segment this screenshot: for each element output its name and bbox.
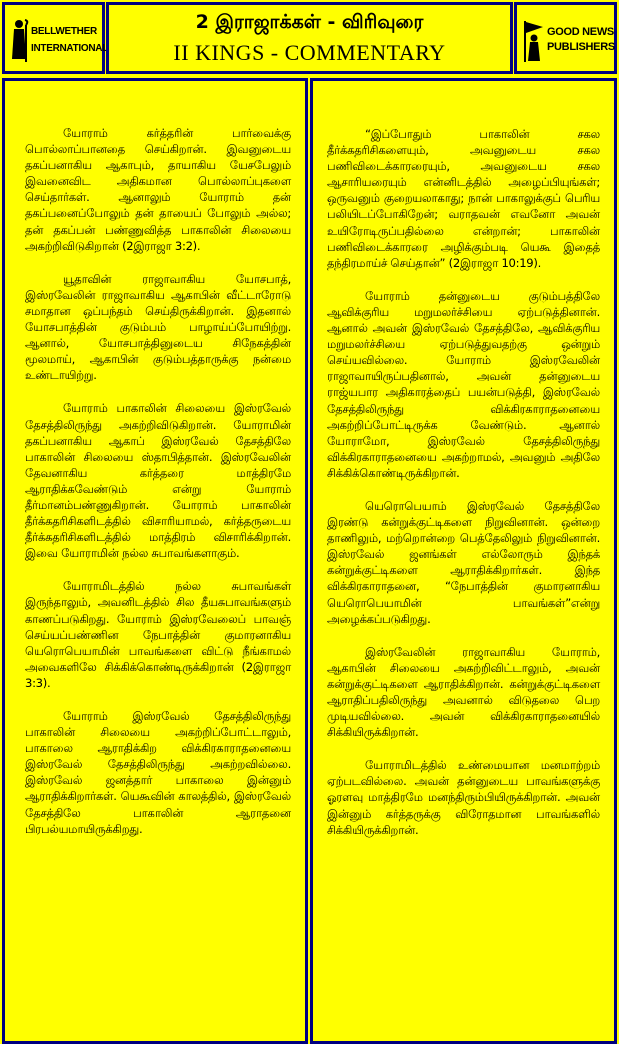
flag-figure-icon [521, 19, 545, 63]
logo-line-1: BELLWETHER [31, 26, 97, 37]
title-english: II KINGS - COMMENTARY [173, 40, 446, 65]
paragraph: யோராம் இஸ்ரவேல் தேசத்திலிருந்து பாகாலின் சிலையை அகற்றிப்போட்டாலும், பாகாலை ஆராதிக்கிற விக்கிரகாராதனையை இஸ்ரவேல் தேசத்திலிருந்து அகற்றவில்லை. இஸ்ரவேல் ஜனத்தார் பாகாலை இன்னும் ஆராதிக்கிறார்கள். யெகூவின் காலத்தில், இஸ்ரவேல் தேசத்திலே பாகாலின் ஆராதனை பிரபல்யமாயிருக்கிறது. [25, 709, 291, 836]
logo-line-2: PUBLISHERS [547, 41, 615, 53]
paragraph: யெரொபெயாம் இஸ்ரவேல் தேசத்திலே இரண்டு கன்றுக்குட்டிகளை நிறுவினான். ஒன்றை தாணிலும், மற்றொன்றை பெத்தேலிலும் நிறுவினான். இஸ்ரவேல் ஜனங்கள் எல்லோரும் இந்தக் கன்றுக்குட்டிகளை ஆராதிக்கிறார்கள். இந்த விக்கிரகாராதனை, “நேபாத்தின் குமாரனாகிய யெரொபெயாமின் பாவங்கள்”என்று அழைக்கப்படுகிறது. [327, 498, 600, 626]
paragraph: யோராம் கர்த்தரின் பார்வைக்கு பொல்லாப்பானதை செய்கிறான். இவனுடைய தகப்பனாகிய ஆகாபும், தாயாகிய யேசபேலும் இவனைவிட அதிகமான பொல்லாப்புகளை செய்தார்கள். ஆனாலும் யோராம் தன் தகப்பனைப்போலும் தன் தாயைப் போலும் அல்ல; தன் தகப்பன் பண்ணுவித்த பாகாலின் சிலையை அகற்றிவிடுகிறான் (2இராஜா 3:2). [25, 126, 291, 253]
paragraph: இஸ்ரவேலின் ராஜாவாகிய யோராம், ஆகாபின் சிலையை அகற்றிவிட்டாலும், அவன் கன்றுக்குட்டிகளை ஆராதிக்கிறான். கன்றுக்குட்டிகளை ஆராதிப்பதிலிருந்து அவனால் விடுதலை பெற முடியவில்லை. அவன் விக்கிரகாராதனையில் சிக்கியிருக்கிறான். [327, 644, 600, 740]
shepherd-silhouette-icon [9, 19, 29, 63]
paragraph: யோராமிடத்தில் நல்ல சுபாவங்கள் இருந்தாலும், அவனிடத்தில் சில தீயசுபாவங்களும் காணப்படுகிறது. யோராம் இஸ்ரவேலைப் பாவஞ் செய்யப்பண்ணின நேபாத்தின் குமாரனாகிய யெரொபெயாமின் பாவங்களை விட்டு நீங்காமல் அவைகளிலே சிக்கிக்கொண்டிருக்கிறான் (2இராஜா 3:3). [25, 579, 291, 690]
paragraph: யூதாவின் ராஜாவாகிய யோசபாத், இஸ்ரவேலின் ராஜாவாகிய ஆகாபின் வீட்டாரோடு சமாதான ஒப்பந்தம் செய்திருக்கிறான். இதனால் யோசபாத்தின் குடும்பம் பாழாய்ப்போயிற்று. ஆனால், யோசபாத்தினுடைய சிநேகத்தின் மூலமாய், ஆகாபின் குடும்பத்தாருக்கு நன்மை உண்டாயிற்று. [25, 271, 291, 383]
paragraph: யோராம் பாகாலின் சிலையை இஸ்ரவேல் தேசத்திலிருந்து அகற்றிவிடுகிறான். யோராமின் தகப்பனாகிய ஆகாப் இஸ்ரவேல் தேசத்திலே பாகாலின் சிலையை ஸ்தாபித்தான். இஸ்ரவேலின் தேவனாகிய கர்த்தரை மாத்திரமே ஆராதிக்கவேண்டும் என்று யோராம் தீர்மானம்பண்ணுகிறான். யோராம் பாகாலின் தீர்க்கதரிசிகளிடத்தில் விசாரியாமல், கர்த்தருடைய தீர்க்கதரிசிகளிடத்தில் மாத்திரம் விசாரிக்கிறான். இவை யோராமின் நல்ல சுபாவங்களாகும். [25, 401, 291, 561]
title-tamil: 2 இராஜாக்கள் - விரிவுரை [195, 11, 424, 33]
paragraph: “இப்போதும் பாகாலின் சகல தீர்க்கதரிசிகளையும், அவனுடைய சகல பணிவிடைக்காரரையும், அவனுடைய சகல ஆசாரியரையும் என்னிடத்தில் அழைப்பியுங்கள்; ஒருவனும் குறையலாகாது; நான் பாகாலுக்குப் பெரிய பலியிடப்போகிறேன்; வராதவன் எவனோ அவன் உயிரோடிருப்பதில்லை என்றான்; பாகாலின் பணிவிடைக்காரரை அழிக்கும்படி யெகூ இதைத் தந்திரமாய்ச் செய்தான்” (2இராஜா 10:19). [327, 127, 600, 270]
title-banner [106, 2, 513, 74]
good-news-logo [514, 2, 617, 74]
logo-line-1: GOOD NEWS [547, 26, 614, 38]
logo-line-2: INTERNATIONAL [31, 43, 109, 54]
left-column [2, 78, 308, 1044]
right-column [310, 78, 617, 1044]
bellwether-logo [2, 2, 109, 74]
paragraph: யோராம் தன்னுடைய குடும்பத்திலே ஆவிக்குரிய மறுமலர்ச்சியை ஏற்படுத்தினான். ஆனால் அவன் இஸ்ரவேல் தேசத்திலே, ஆவிக்குரிய மறுமலர்ச்சியை ஏற்படுத்துவதற்கு ஒன்றும் செய்யவில்லை. யோராம் இஸ்ரவேலின் ராஜாவாயிருப்பதினால், அவன் தன்னுடைய ராஜ்யபார அதிகாரத்தைப் பயன்படுத்தி, இஸ்ரவேல் தேசத்திலிருந்து விக்கிரகாராதனையை அகற்றிப்போட்டிருக்க வேண்டும். ஆனால் யோராமோ, இஸ்ரவேல் தேசத்திலிருந்து விக்கிரகாராதனையை அகற்றாமல், அவனும் அதிலே சிக்கிக்கொண்டிருக்கிறான். [327, 288, 600, 480]
header [0, 0, 619, 78]
paragraph: யோராமிடத்தில் உண்மையான மனமாற்றம் ஏற்படவில்லை. அவன் தன்னுடைய பாவங்களுக்கு ஓரளவு மாத்திரமே மனந்திரும்பியிருக்கிறான். அவன் இன்னும் கர்த்தருக்கு விரோதமான பாவங்களில் சிக்கியிருக்கிறான். [327, 758, 600, 837]
